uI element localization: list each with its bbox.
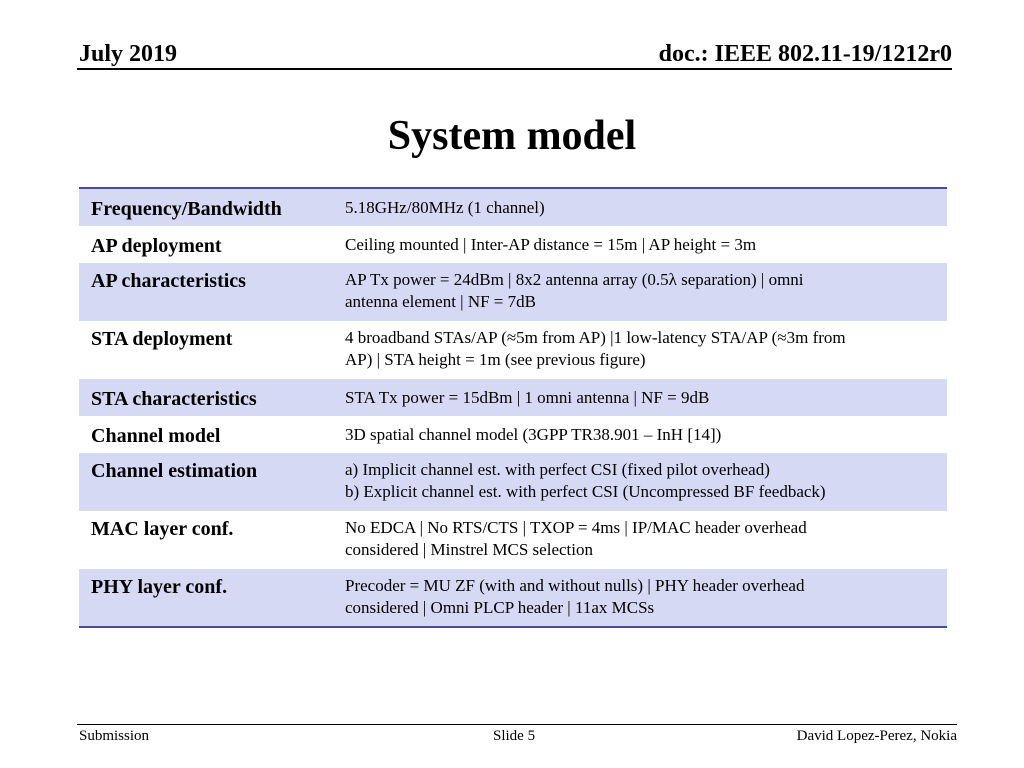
row-value [335,511,947,569]
table-row [79,379,947,416]
row-value-line: considered | Minstrel MCS selection [345,540,593,559]
row-value [335,188,947,226]
row-value [335,416,947,453]
footer-submission: Submission [79,728,150,744]
row-label: PHY layer conf. [79,569,335,627]
row-label: AP characteristics [79,263,335,321]
table-row [79,569,947,627]
row-value-line: 3D spatial channel model (3GPP TR38.901 – InH [14]) [345,425,722,444]
row-label: MAC layer conf. [91,518,234,540]
footer-author: David Lopez-Perez, Nokia [796,728,957,744]
row-value [335,569,947,627]
header-doc-id: doc.: IEEE 802.11-19/1212r0 [658,41,952,67]
row-value-line: a) Implicit channel est. with perfect CSI (fixed pilot overhead) [345,460,770,479]
row-value-line: AP) | STA height = 1m (see previous figure) [345,350,646,369]
table-row [79,321,947,379]
table-row [79,188,947,226]
table-row [79,226,947,263]
row-value-line: antenna element | NF = 7dB [345,292,536,311]
row-value-line: No EDCA | No RTS/CTS | TXOP = 4ms | IP/MAC header overhead [345,518,807,537]
row-value-line: 4 broadband STAs/AP (≈5m from AP) |1 low-latency STA/AP (≈3m from [345,328,846,347]
row-label: Channel estimation [79,453,335,511]
table-row [79,511,947,569]
header-date: July 2019 [79,41,178,67]
footer-slide-number: Slide 5 [493,728,536,744]
footer-divider [77,724,957,725]
row-value [335,453,947,511]
row-value-line: 5.18GHz/80MHz (1 channel) [345,198,545,217]
row-value-line: b) Explicit channel est. with perfect CSI (Uncompressed BF feedback) [345,482,826,501]
row-label: Channel model [91,425,221,447]
slide-title: System model [387,113,637,159]
row-value [335,226,947,263]
row-value [335,263,947,321]
row-label: AP deployment [91,235,222,257]
row-value-line: considered | Omni PLCP header | 11ax MCSs [345,598,655,617]
header-divider [77,68,952,70]
row-value-line: Precoder = MU ZF (with and without nulls) | PHY header overhead [345,576,805,595]
row-label: Frequency/Bandwidth [79,188,335,226]
row-label: STA characteristics [79,379,335,416]
row-value-line: AP Tx power = 24dBm | 8x2 antenna array (0.5λ separation) | omni [345,270,804,289]
row-value [335,379,947,416]
row-value-line: STA Tx power = 15dBm | 1 omni antenna | NF = 9dB [345,388,710,407]
table-row [79,453,947,511]
table-row [79,416,947,453]
row-value [335,321,947,379]
system-model-table [79,187,947,628]
row-label: STA deployment [91,328,233,350]
table-row [79,263,947,321]
row-value-line: Ceiling mounted | Inter-AP distance = 15m | AP height = 3m [345,235,757,254]
